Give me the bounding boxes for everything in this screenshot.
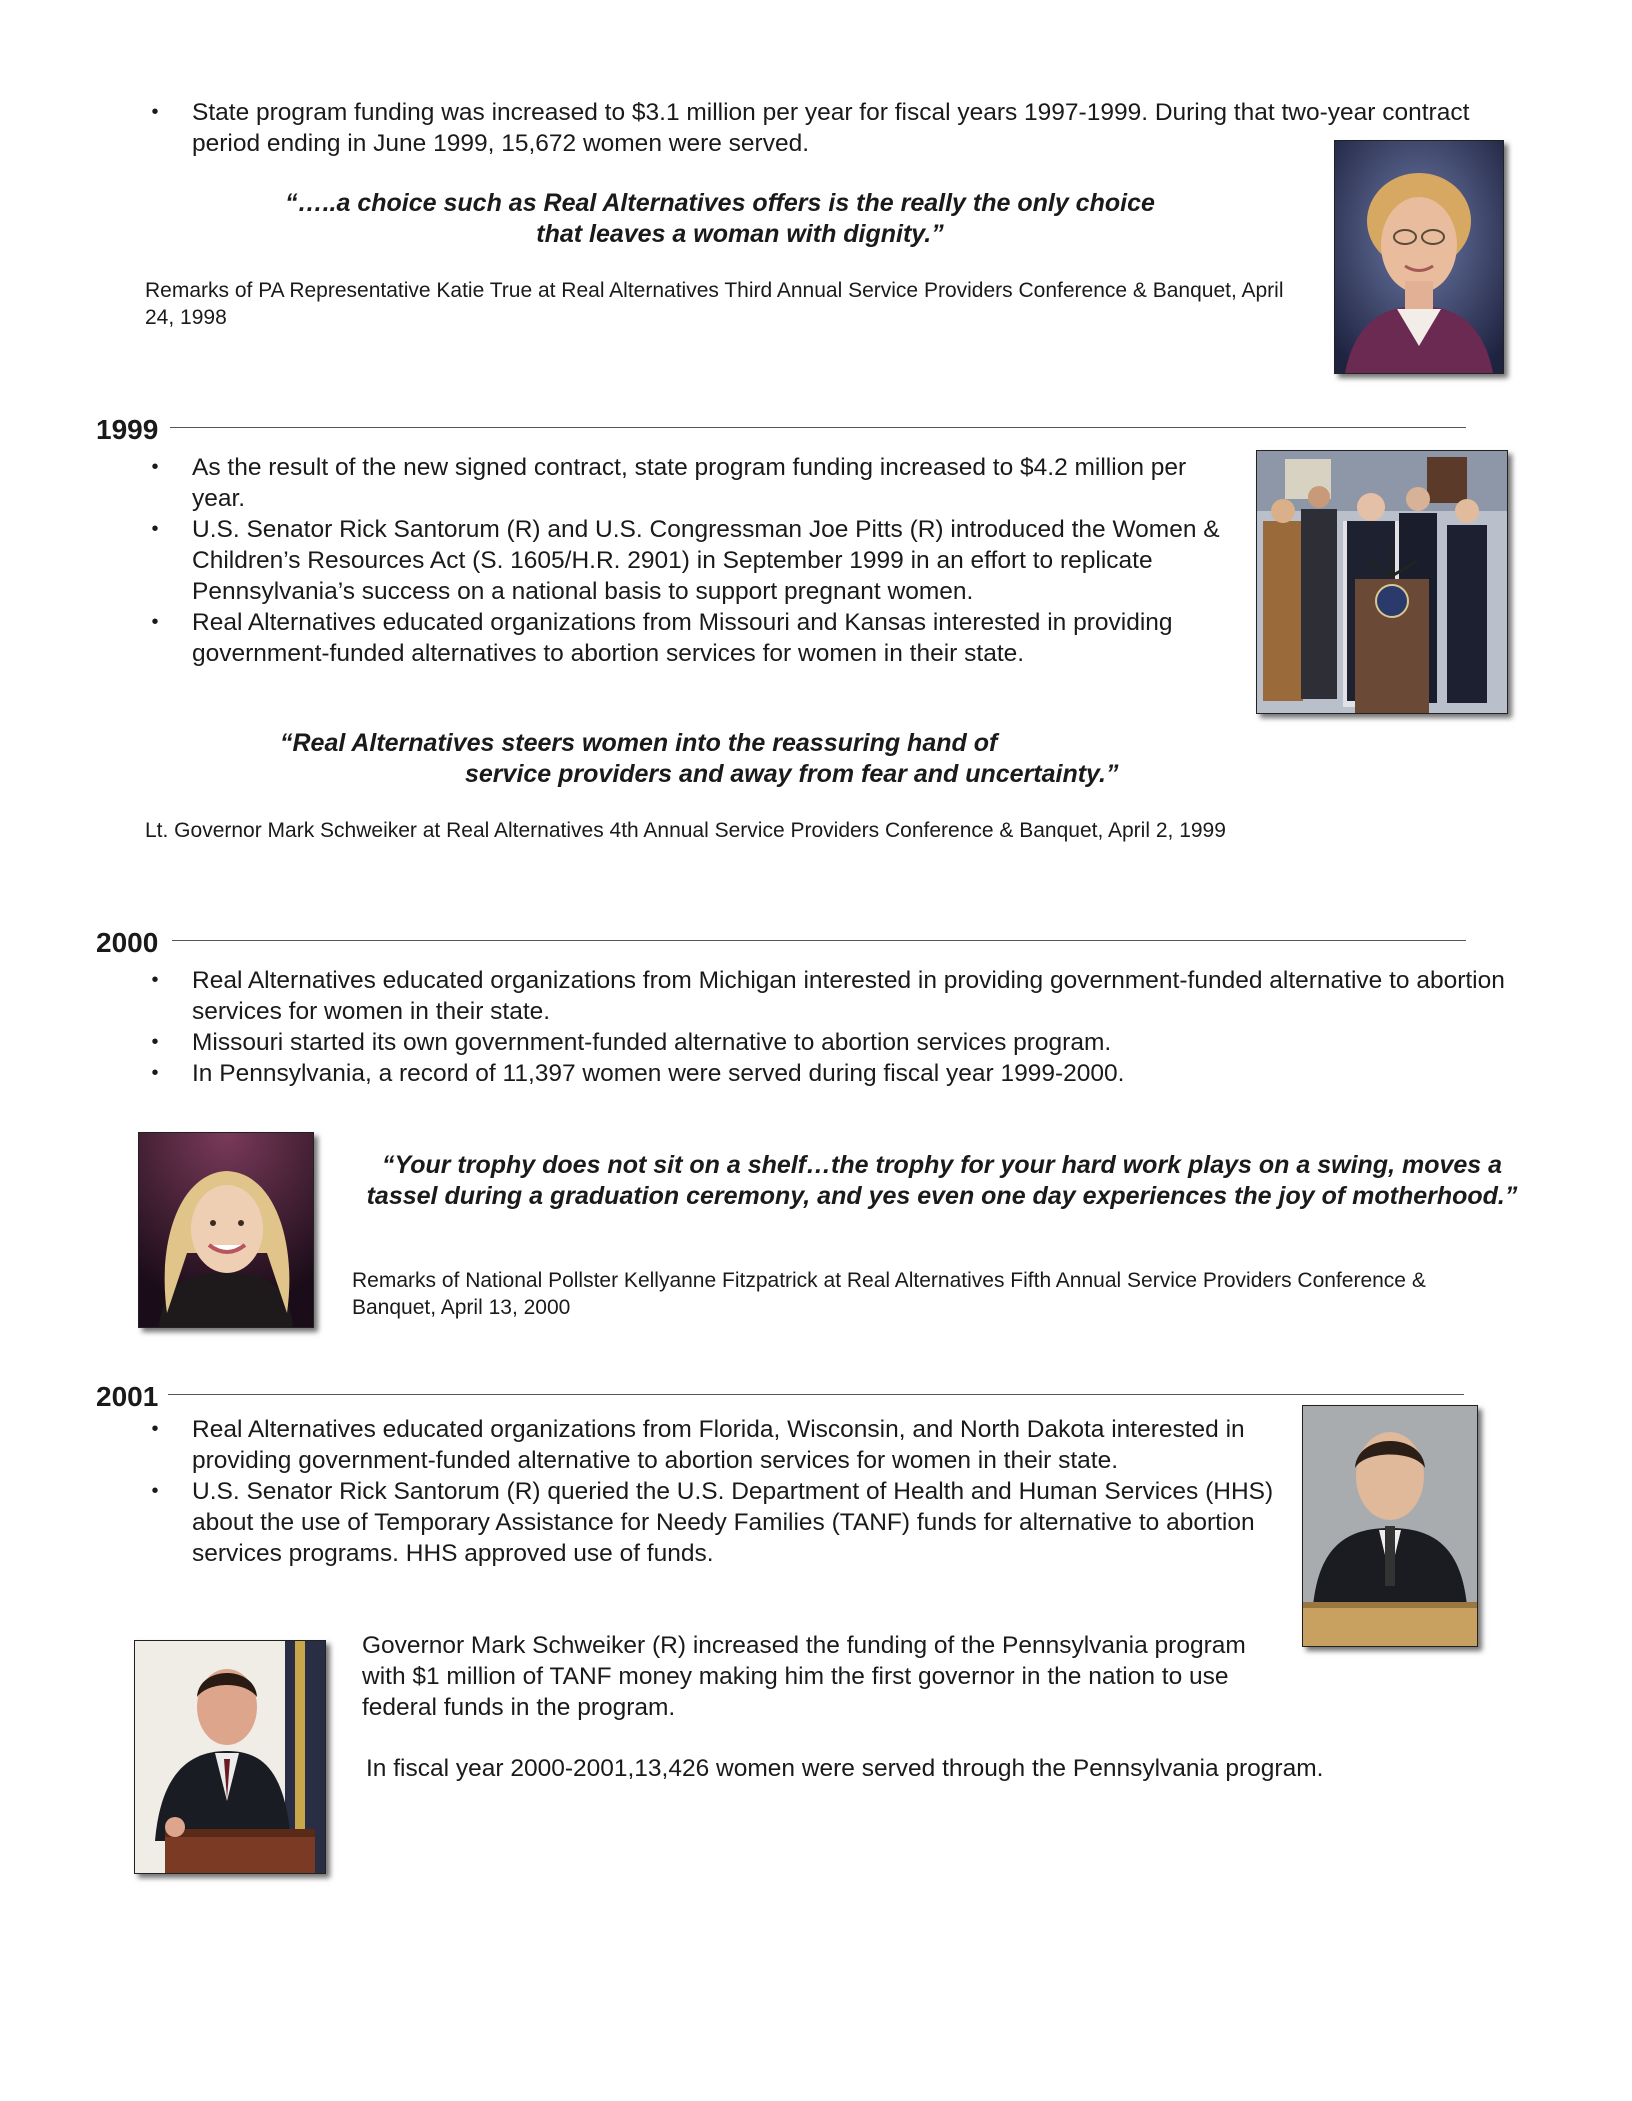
schweiker-photo (134, 1640, 326, 1874)
bullet-text: In Pennsylvania, a record of 11,397 women were served during fiscal year 1999-2000. (192, 1060, 1125, 1087)
year-2001-rule (168, 1394, 1464, 1395)
kellyanne-photo (138, 1132, 314, 1328)
year-1999-rule (170, 427, 1466, 428)
bullet-glyph: • (151, 1418, 159, 1440)
year-1999-heading: 1999 (96, 414, 159, 445)
bullet-text: Real Alternatives educated organizations from Michigan interested in providing government-funded alternative to abortion services for women in their state. (192, 967, 1505, 1025)
schweiker-attribution: Lt. Governor Mark Schweiker at Real Alternatives 4th Annual Service Providers Conference & Banquet, April 2, 1999 (145, 819, 1226, 842)
quote-line-2: that leaves a woman with dignity.” (536, 220, 944, 248)
bullet-text: As the result of the new signed contract, state program funding increased to $4.2 million per year. (192, 454, 1187, 512)
bullet-glyph: • (151, 518, 159, 540)
schweiker-quote (280, 728, 1280, 790)
katie-true-attribution: Remarks of PA Representative Katie True at Real Alternatives Third Annual Service Providers Conference & Banquet, April 24, 1998 (145, 279, 1284, 329)
katie-true-photo (1334, 140, 1504, 374)
bullet-text: State program funding was increased to $3.1 million per year for fiscal years 1997-1999. During that two-year contract period ending in June 1999, 15,672 women were served. (192, 99, 1470, 157)
list-item (145, 1027, 1525, 1058)
bullet-text: Real Alternatives educated organizations from Missouri and Kansas interested in providing government-funded alternatives to abortion services for women in their state. (192, 609, 1173, 667)
bullet-text: Real Alternatives educated organizations from Florida, Wisconsin, and North Dakota interested in providing government-funded alternative to abortion services for women in their state. (192, 1416, 1245, 1474)
year-2001-heading: 2001 (96, 1381, 159, 1412)
quote-line-1: “…..a choice such as Real Alternatives offers is the really the only choice (285, 189, 1155, 217)
bullet-text: U.S. Senator Rick Santorum (R) and U.S. Congressman Joe Pitts (R) introduced the Women & Children’s Resources Act (S. 1605/H.R. 2901) in September 1999 in an effort to replicate Pennsylvania’s success on a national basis to support pregnant women. (192, 516, 1220, 605)
schweiker-tanf-paragraph: Governor Mark Schweiker (R) increased the funding of the Pennsylvania program with $1 million of TANF money making him the first governor in the nation to use federal funds in the program. (362, 1632, 1246, 1721)
bullet-glyph: • (151, 1062, 159, 1084)
top-bullet-list (145, 97, 1485, 159)
list-item (145, 452, 1235, 514)
katie-true-quote (180, 188, 1260, 250)
list-item (145, 514, 1235, 607)
list-item (145, 1058, 1525, 1089)
kellyanne-quote: “Your trophy does not sit on a shelf…the trophy for your hard work plays on a swing, moves a tassel during a graduation ceremony, and yes even one day experiences the joy of motherhood.” (366, 1151, 1518, 1210)
year-2000-rule (172, 940, 1466, 941)
quote-line-2: service providers and away from fear and uncertainty.” (465, 760, 1119, 788)
bullet-glyph: • (151, 611, 159, 633)
list-item (145, 1476, 1275, 1569)
year-2000-heading: 2000 (96, 927, 159, 958)
bullet-glyph: • (151, 456, 159, 478)
list-item (145, 965, 1525, 1027)
fy2001-women-served-paragraph: In fiscal year 2000-2001,13,426 women were served through the Pennsylvania program. (366, 1755, 1324, 1782)
santorum-photo (1302, 1405, 1478, 1647)
bullet-text: Missouri started its own government-funded alternative to abortion services program. (192, 1029, 1112, 1056)
list-item (145, 607, 1235, 669)
year-2000-bullet-list (145, 965, 1525, 1089)
bullet-glyph: • (151, 101, 159, 123)
bullet-glyph: • (151, 1031, 159, 1053)
bullet-glyph: • (151, 969, 159, 991)
bullet-text: U.S. Senator Rick Santorum (R) queried the U.S. Department of Health and Human Services (HHS) about the use of Temporary Assistance for Needy Families (TANF) funds for alternative to abortion services programs. HHS approved use of funds. (192, 1478, 1274, 1567)
quote-line-1: “Real Alternatives steers women into the reassuring hand of (280, 729, 998, 757)
year-1999-bullet-list (145, 452, 1235, 669)
bullet-glyph: • (151, 1480, 159, 1502)
kellyanne-attribution: Remarks of National Pollster Kellyanne Fitzpatrick at Real Alternatives Fifth Annual Service Providers Conference & Banquet, April 13, 2000 (352, 1269, 1426, 1319)
press-conference-photo (1256, 450, 1508, 714)
list-item (145, 1414, 1275, 1476)
year-2001-bullet-list (145, 1414, 1275, 1569)
list-item (145, 97, 1485, 159)
